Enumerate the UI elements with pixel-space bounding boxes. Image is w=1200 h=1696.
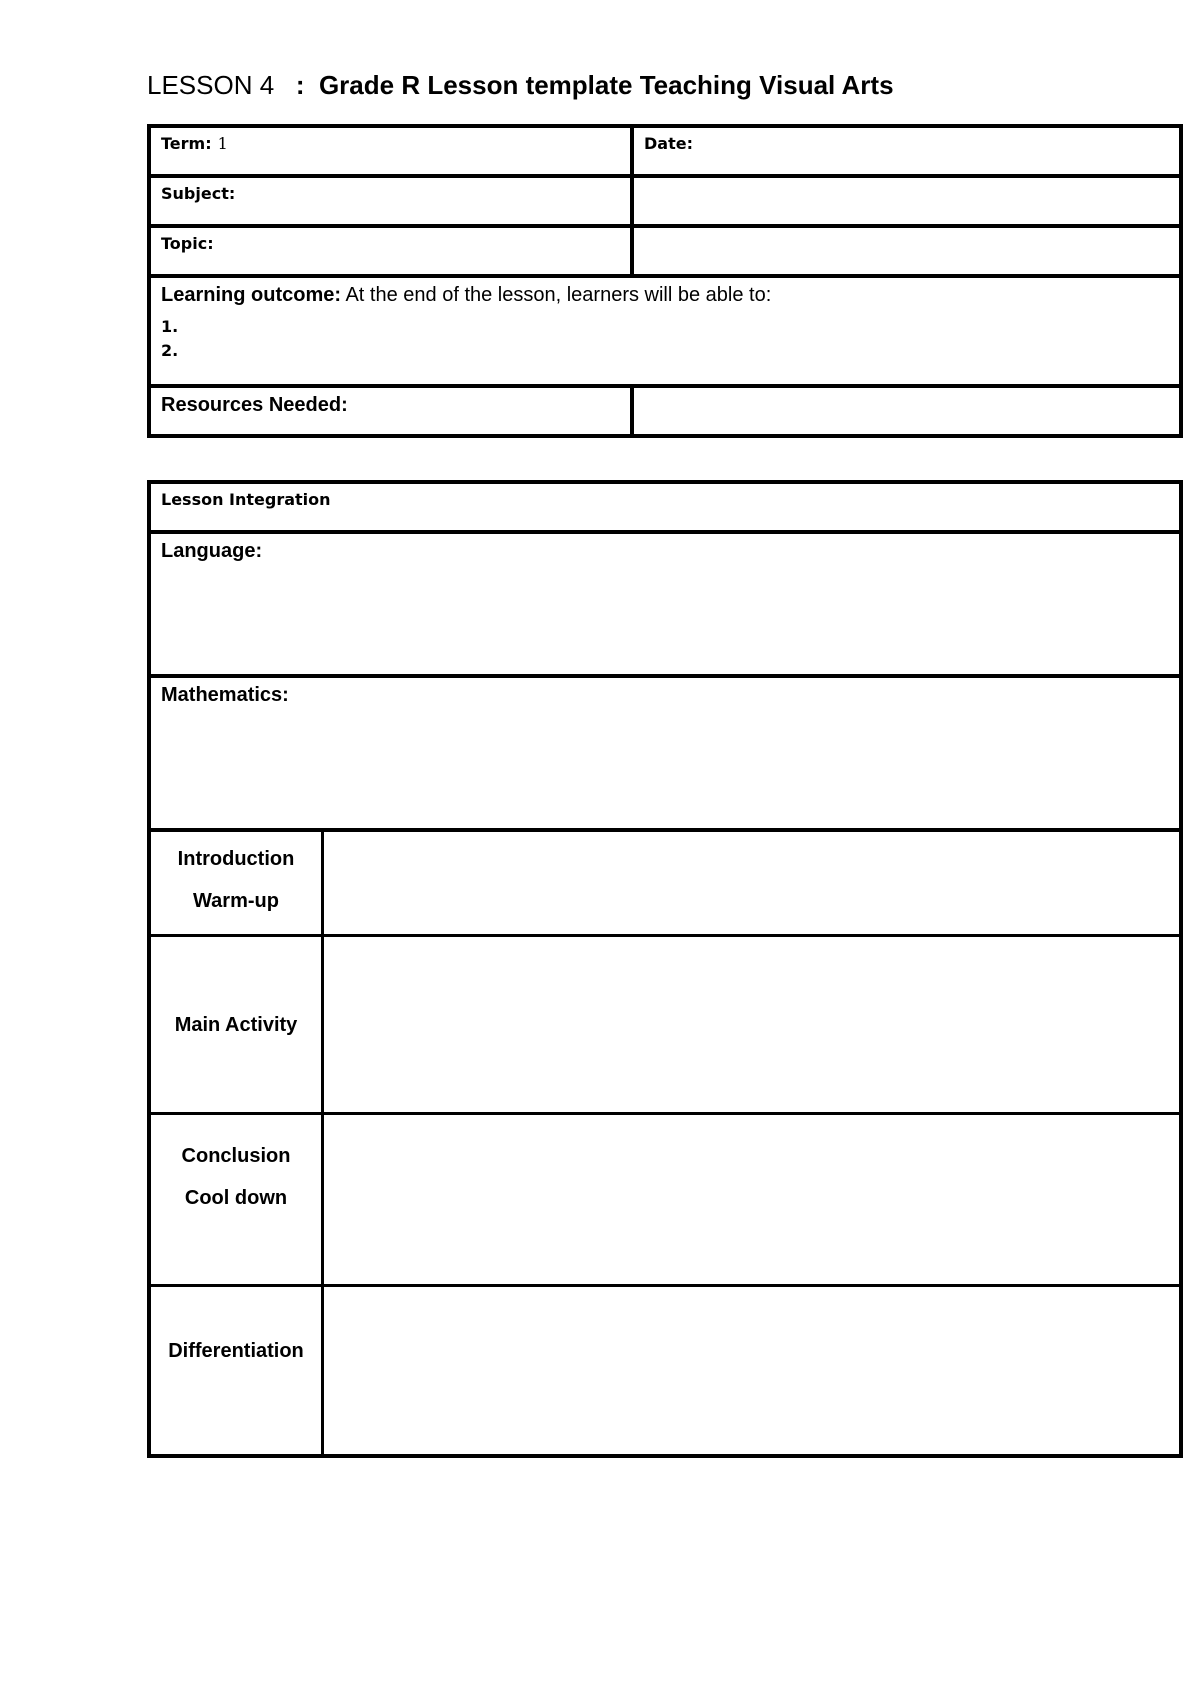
- date-cell[interactable]: [634, 128, 1179, 174]
- mathematics-cell[interactable]: [151, 678, 1179, 828]
- main-activity-label: Main Activity: [174, 1013, 298, 1036]
- cool-down-label: Cool down: [184, 1187, 288, 1209]
- subject-cell[interactable]: [151, 178, 630, 224]
- term-label: Term:: [161, 134, 212, 153]
- conclusion-label-cell: [151, 1115, 321, 1284]
- learning-outcome-label: Learning outcome:: [161, 284, 342, 306]
- differentiation-content-cell[interactable]: [324, 1287, 1179, 1454]
- outcome-list: [161, 315, 1169, 363]
- conclusion-label: Conclusion: [181, 1145, 291, 1167]
- topic-value-cell[interactable]: [634, 228, 1179, 274]
- lesson-integration-heading: Lesson Integration: [161, 490, 331, 509]
- conclusion-content-cell[interactable]: [324, 1115, 1179, 1284]
- topic-cell[interactable]: [151, 228, 630, 274]
- introduction-label: Introduction: [177, 848, 295, 870]
- lesson-number: LESSON 4: [147, 70, 275, 100]
- learning-outcome-cell[interactable]: [151, 278, 1179, 384]
- page-title: [147, 70, 894, 101]
- topic-label: Topic:: [161, 234, 214, 253]
- lesson-integration-heading-cell: [151, 484, 1179, 530]
- outcome-item: 1.: [161, 317, 179, 336]
- learning-outcome-text: At the end of the lesson, learners will be able to:: [341, 284, 772, 306]
- introduction-label-cell: [151, 832, 321, 934]
- term-cell[interactable]: [151, 128, 630, 174]
- warm-up-label: Warm-up: [193, 890, 279, 912]
- language-label: Language:: [161, 540, 263, 562]
- introduction-content-cell[interactable]: [324, 832, 1179, 934]
- lesson-title: : Grade R Lesson template Teaching Visual Arts: [295, 70, 894, 100]
- resources-cell[interactable]: [151, 388, 630, 434]
- differentiation-label: Differentiation: [168, 1340, 304, 1362]
- date-label: Date:: [644, 134, 693, 153]
- main-activity-content-cell[interactable]: [324, 937, 1179, 1112]
- main-activity-label-cell: [151, 937, 321, 1112]
- outcome-item: 2.: [161, 341, 179, 360]
- mathematics-label: Mathematics:: [161, 684, 289, 706]
- language-cell[interactable]: [151, 534, 1179, 674]
- subject-value-cell[interactable]: [634, 178, 1179, 224]
- resources-value-cell[interactable]: [634, 388, 1179, 434]
- term-value: 1: [217, 134, 228, 153]
- subject-label: Subject:: [161, 184, 236, 203]
- resources-label: Resources Needed:: [161, 394, 348, 416]
- differentiation-label-cell: [151, 1287, 321, 1454]
